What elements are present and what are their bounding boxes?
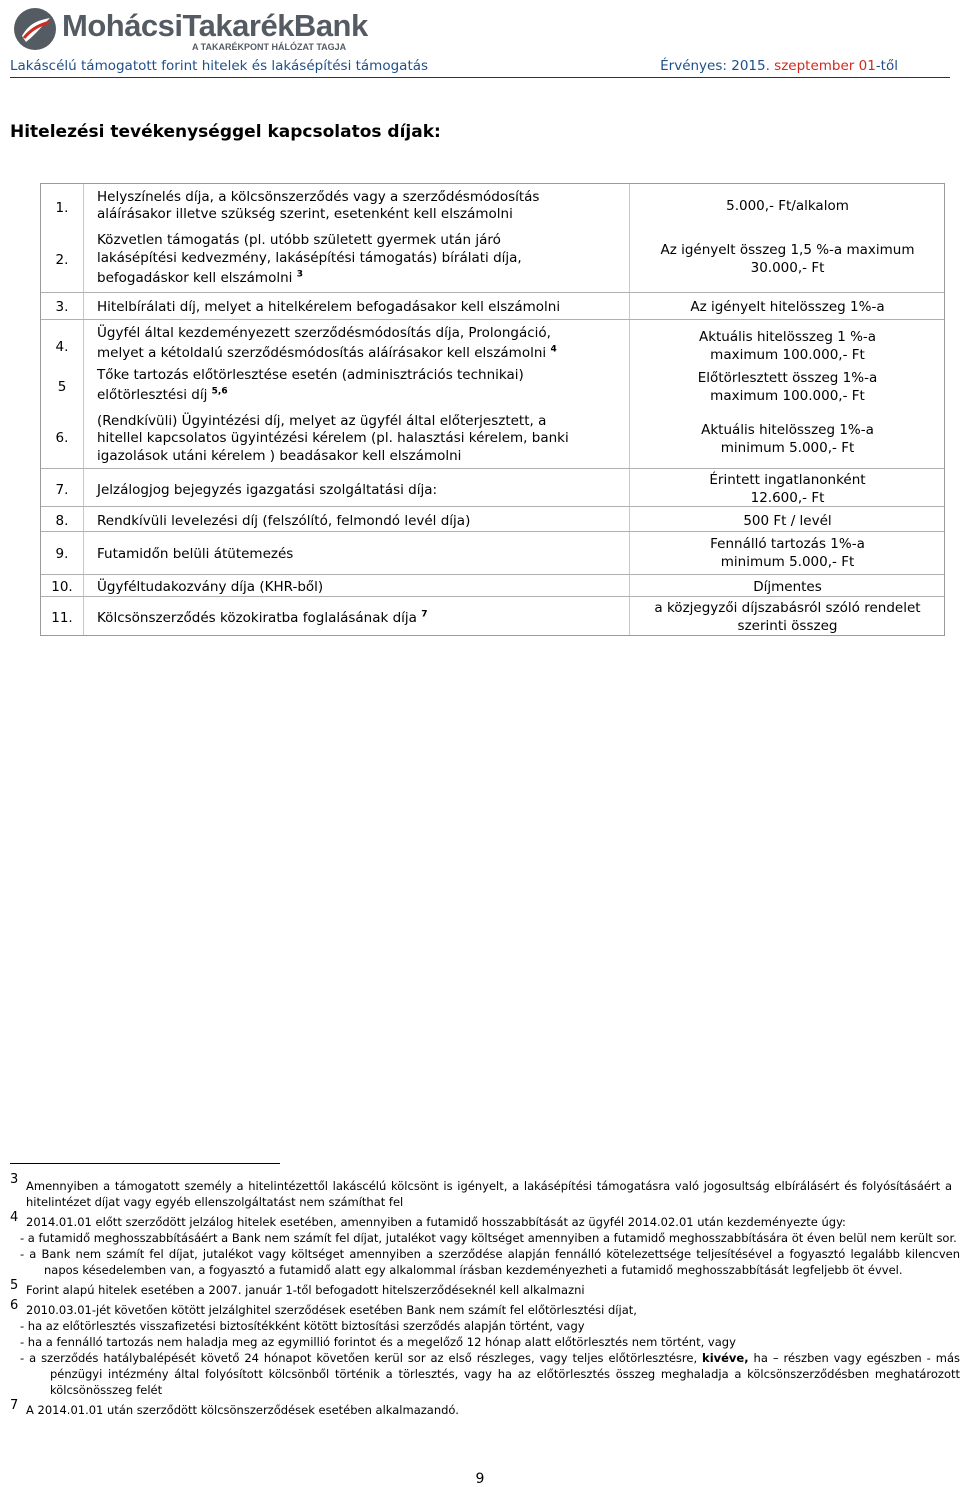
fee-amount: Az igényelt összeg 1,5 %-a maximum [660,242,915,258]
section-title: Hitelezési tevékenységgel kapcsolatos díjak: [10,122,441,142]
fee-description-line: Helyszínelés díja, a kölcsönszerződés vagy a szerződésmódosítás [97,189,540,205]
fee-description-line: hitellel kapcsolatos ügyintézési kérelem (pl. halasztási kérelem, banki [97,430,569,446]
fee-description-line: Futamidőn belüli átütemezés [97,546,294,562]
fee-amount: minimum 5.000,- Ft [720,554,855,570]
page-number: 9 [475,1471,485,1487]
footnote-3 [10,1172,960,1210]
header-divider [10,77,950,78]
footnote-list-item: - a futamidő meghosszabbításáért a Bank nem számít fel díjat, jutalékot vagy költséget amennyiben a futamidő meghosszabbítására öt éven belül nem került sor. [20,1231,957,1245]
footnote-list-item: - a Bank nem számít fel díjat, jutalékot vagy költséget amennyiben a szerződése alapján fennálló kötelezettsége teljesítésével a fogyasztó legalább kilencven napos késedelemben van, a fogyasztó a futamidő alatt egy alkalommal írásban kezdeményezheti a futamidő meghosszabbítását legfeljebb öt évvel. [20,1247,960,1277]
fee-number: 5 [57,379,67,395]
footnote-text: A 2014.01.01 után szerződött kölcsönszerződések esetében alkalmazandó. [26,1403,459,1417]
fee-amount: Aktuális hitelösszeg 1%-a [701,422,874,438]
footnote-text: 2010.03.01-jét követően kötött jelzálghitel szerződések esetében Bank nem számít fel előtörlesztési díjat, [26,1303,637,1317]
fee-table [40,183,945,636]
validity-prefix: Érvényes: 2015. [660,58,770,74]
fee-amount: 500 Ft / levél [743,513,832,529]
row-divider [41,574,944,575]
footnote-mark: 5 [10,1278,19,1293]
footnote-ref: 7 [421,609,428,620]
footnote-mark: 3 [10,1172,19,1187]
column-divider [83,184,84,635]
fee-amount: maximum 100.000,- Ft [710,388,865,404]
footnote-text: ha – részben vagy egészben - más pénzügyi intézmény által folyósított kölcsönből történik a törlesztés, vagy ha az előtörlesztés összeg meghaladja a kölcsönszerződésben meghatározott kölcsönösszeg felét [50,1351,960,1397]
fee-amount: szerinti összeg [737,618,838,634]
footnote-ref: 3 [296,269,303,280]
footnote-list-item: - ha a fennálló tartozás nem haladja meg az egymillió forintot és a megelőző 12 hónap alatt előtörlesztés nem történt, vagy [20,1335,736,1349]
footnote-ref: 4 [550,344,557,355]
validity-date-red: szeptember 01 [774,58,876,74]
footnotes [10,1172,960,1418]
fee-description-line: Jelzálogjog bejegyzés igazgatási szolgáltatási díja: [97,482,438,498]
fee-description-line: Tőke tartozás előtörlesztése esetén (adminisztrációs technikai) [97,367,524,383]
footnote-list-item: - ha az előtörlesztés visszafizetési biztosítékként kötött biztosítási szerződés alapján történt, vagy [20,1319,585,1333]
fee-amount: a közjegyzői díjszabásról szóló rendelet [654,600,921,616]
row-divider [41,596,944,597]
fee-number: 2. [55,252,69,268]
fee-amount: 30.000,- Ft [750,260,825,276]
fee-amount: Előtörlesztett összeg 1%-a [697,370,878,386]
fee-description-line: (Rendkívüli) Ügyintézési díj, melyet az ügyfél által előterjesztett, a [97,413,547,429]
fee-number: 10. [51,579,73,595]
footnote-text: Forint alapú hitelek esetében a 2007. január 1-től befogadott hitelszerződéseknél kell alkalmazni [26,1283,585,1297]
fee-number: 11. [51,610,73,626]
row-divider [41,292,944,293]
footnote-7 [10,1398,960,1418]
fee-description-text: előtörlesztési díj [97,387,208,403]
fee-description-line: Rendkívüli levelezési díj (felszólító, felmondó levél díja) [97,513,471,529]
fee-amount: Aktuális hitelösszeg 1 %-a [698,329,877,345]
logo-tagline: A TAKARÉKPONT HÁLÓZAT TAGJA [192,42,347,52]
fee-amount: 5.000,- Ft/alkalom [726,198,849,214]
fee-description-text: befogadáskor kell elszámolni [97,270,293,286]
fee-description-line: lakásépítési kedvezmény, lakásépítési támogatás) bírálati díja, [97,250,522,266]
footnote-list-item [10,1350,960,1398]
fee-description-line: igazolások utáni kérelem ) beadásakor kell elszámolni [97,448,462,464]
fee-amount: minimum 5.000,- Ft [720,440,855,456]
fee-description-line [97,270,303,287]
fee-amount: maximum 100.000,- Ft [710,347,865,363]
fee-description-line: aláírásakor illetve szükség szerint, esetenként kell elszámolni [97,206,513,222]
fee-amount: Fennálló tartozás 1%-a [710,536,865,552]
validity-suffix: -től [875,58,898,74]
footnote-5 [10,1278,960,1298]
footnote-mark: 4 [10,1210,19,1225]
fee-number: 9. [55,546,69,562]
fee-description-line [97,387,228,404]
row-divider [41,531,944,532]
fee-description-line: Közvetlen támogatás (pl. utóbb született gyermek után járó [97,232,501,248]
fee-number: 6. [55,430,69,446]
document-title: Lakáscélú támogatott forint hitelek és lakásépítési támogatás [10,58,429,74]
fee-description-line [97,345,557,362]
fee-number: 7. [55,482,69,498]
footnote-divider [10,1163,280,1164]
fee-description-line [97,610,428,627]
footnote-text: - a szerződés hatálybalépését követő 24 hónapot követően kerül sor az első részleges, vagy teljes előtörlesztésre, [20,1351,698,1365]
fee-number: 8. [55,513,69,529]
footnote-text: Amennyiben a támogatott személy a hitelintézettől lakáscélú kölcsönt is igényelt, a lakásépítési támogatásra való jogosultság elbírálásért és folyósításáért a hitelintézet díjat vagy egyéb ellenszolgáltatást nem számíthat fel [26,1179,952,1209]
fee-description-line: Ügyfél által kezdeményezett szerződésmódosítás díja, Prolongáció, [97,325,551,341]
fee-number: 4. [55,339,69,355]
bank-logo-icon [12,6,58,52]
column-divider [629,184,630,635]
footnote-emphasis: kivéve, [702,1351,749,1365]
fee-number: 3. [55,299,69,315]
row-divider [41,468,944,469]
footnote-ref: 5,6 [211,386,228,397]
fee-description-line: Ügyféltudakozvány díja (KHR-ből) [97,579,324,595]
row-divider [41,319,944,320]
footnote-text: 2014.01.01 előtt szerződött jelzálog hitelek esetében, amennyiben a futamidő hosszabbítását az ügyfél 2014.02.01 után kezdeményezte úgy: [26,1215,846,1229]
footnote-mark: 6 [10,1298,19,1313]
footnote-6 [10,1298,960,1318]
fee-number: 1. [55,200,69,216]
fee-description-text: melyet a kétoldalú szerződésmódosítás aláírásakor kell elszámolni [97,345,547,361]
fee-amount: Az igényelt hitelösszeg 1%-a [690,299,885,315]
fee-amount: 12.600,- Ft [750,490,825,506]
footnote-4 [10,1210,960,1230]
fee-amount: Érintett ingatlanonként [709,472,866,488]
validity-date [660,58,898,74]
fee-description-text: Kölcsönszerződés közokiratba foglalásának díja [97,610,417,626]
fee-description-line: Hitelbírálati díj, melyet a hitelkérelem befogadásakor kell elszámolni [97,299,561,315]
footnote-mark: 7 [10,1398,19,1413]
logo-name: MohácsiTakarékBank [62,8,368,43]
fee-amount: Díjmentes [753,579,822,595]
bank-logo [12,6,368,54]
